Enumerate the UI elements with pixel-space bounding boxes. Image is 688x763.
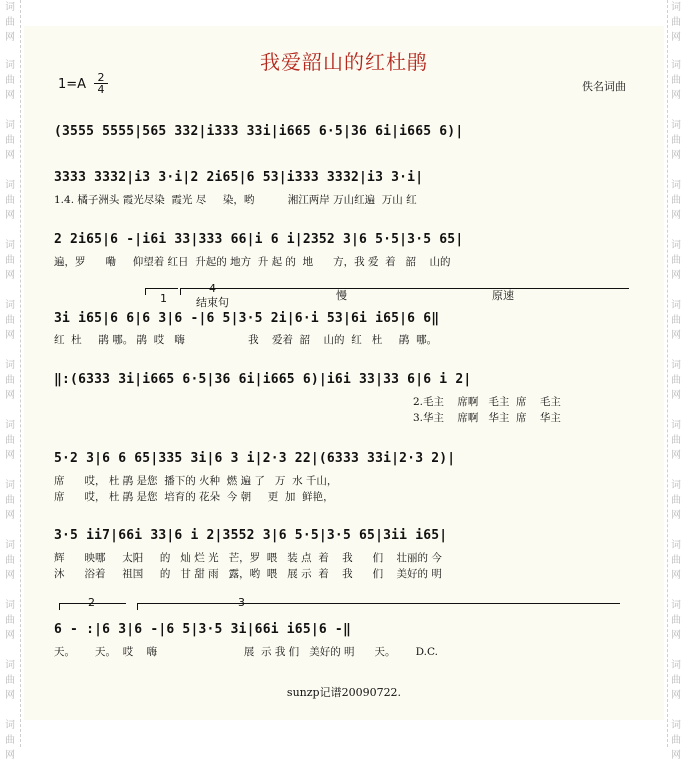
watermark-text [669, 58, 683, 103]
watermark-char: 网 [5, 270, 15, 281]
watermark-char: 词 [5, 2, 15, 13]
watermark-char: 曲 [5, 555, 15, 566]
watermark-text [3, 538, 17, 583]
watermark-char: 曲 [671, 435, 681, 446]
watermark-char: 曲 [5, 17, 15, 28]
marking-ending-phrase: 结束句 [196, 296, 229, 309]
volta-label-2: 2 [88, 596, 95, 609]
watermark-char: 曲 [671, 735, 681, 746]
watermark-text [3, 298, 17, 343]
watermark-char: 曲 [5, 435, 15, 446]
marking-slow: 慢 [336, 289, 347, 302]
watermark-char: 词 [671, 300, 681, 311]
watermark-char: 曲 [5, 375, 15, 386]
watermark-char: 网 [5, 330, 15, 341]
watermark-char: 网 [671, 90, 681, 101]
notation-line-3: 2 2i65|6 -|i6i 33|333 66|i 6 i|2352 3|6 5·5|3·5 65| [54, 232, 464, 247]
watermark-char: 网 [5, 750, 15, 761]
watermark-text [3, 0, 17, 45]
watermark-char: 曲 [5, 195, 15, 206]
watermark-char: 网 [671, 270, 681, 281]
key-signature: 1=A [58, 77, 87, 92]
watermark-char: 曲 [671, 75, 681, 86]
watermark-char: 网 [5, 450, 15, 461]
watermark-char: 词 [5, 120, 15, 131]
watermark-text [669, 478, 683, 523]
watermark-char: 网 [5, 690, 15, 701]
watermark-char: 词 [671, 540, 681, 551]
watermark-char: 词 [671, 60, 681, 71]
watermark-char: 网 [5, 210, 15, 221]
transcriber-credit: sunzp记谱20090722. [286, 686, 402, 699]
watermark-text [3, 418, 17, 463]
volta-label-3: 3 [238, 596, 245, 609]
watermark-char: 词 [671, 480, 681, 491]
watermark-char: 网 [5, 150, 15, 161]
lyric-line-5-verse-2: 2.毛主 席啊 毛主 席 毛主 [413, 396, 561, 408]
watermark-text [3, 478, 17, 523]
time-signature-bottom: 4 [94, 83, 108, 95]
watermark-char: 词 [671, 240, 681, 251]
author-credit: 佚名词曲 [582, 80, 626, 93]
notation-line-2: 3333 3332|i3 3·i|2 2i65|6 53|i333 3332|i3 3·i| [54, 170, 424, 185]
watermark-char: 曲 [671, 135, 681, 146]
volta-label-4: 4 [209, 282, 216, 295]
watermark-char: 网 [671, 690, 681, 701]
watermark-char: 网 [671, 330, 681, 341]
lyric-line-8: 天。 天。 哎 嗨 展 示 我 们 美好的 明 天。 D.C. [54, 646, 438, 658]
notation-line-8: 6 - :|6 3|6 -|6 5|3·5 3i|66i i65|6 -‖ [54, 622, 351, 637]
watermark-text [669, 358, 683, 403]
lyric-line-6-verse-3: 席 哎， 杜 鹃 是您 培育的 花朵 今 朝 更 加 鲜艳， [54, 491, 334, 503]
watermark-char: 词 [5, 420, 15, 431]
watermark-char: 曲 [5, 315, 15, 326]
notation-line-1: (3555 5555|565 332|i333 33i|i665 6·5|36 6i|i665 6)| [54, 124, 464, 139]
watermark-char: 曲 [671, 195, 681, 206]
lyric-line-6-verse-2: 席 哎， 杜 鹃 是您 播下的 火种 燃 遍 了 万 水 千山， [54, 475, 338, 487]
watermark-text [3, 718, 17, 763]
marking-original-tempo: 原速 [492, 289, 514, 302]
notation-line-5: ‖:(6333 3i|i665 6·5|36 6i|i665 6)|i6i 33|33 6|6 i 2| [54, 372, 472, 387]
watermark-text [669, 418, 683, 463]
watermark-char: 曲 [5, 255, 15, 266]
watermark-text [669, 298, 683, 343]
watermark-char: 曲 [5, 135, 15, 146]
watermark-char: 词 [671, 660, 681, 671]
score-sheet [24, 26, 664, 720]
watermark-char: 网 [671, 32, 681, 43]
watermark-char: 网 [5, 510, 15, 521]
lyric-line-5-verse-3: 3.华主 席啊 华主 席 华主 [413, 412, 561, 424]
watermark-char: 曲 [671, 615, 681, 626]
watermark-char: 词 [5, 360, 15, 371]
watermark-char: 词 [5, 240, 15, 251]
watermark-char: 网 [5, 630, 15, 641]
watermark-char: 网 [5, 390, 15, 401]
watermark-char: 曲 [671, 375, 681, 386]
watermark-char: 词 [5, 660, 15, 671]
time-signature-top: 2 [97, 71, 105, 84]
watermark-text [3, 58, 17, 103]
watermark-char: 词 [5, 480, 15, 491]
watermark-char: 网 [671, 450, 681, 461]
watermark-char: 曲 [671, 17, 681, 28]
watermark-text [669, 658, 683, 703]
watermark-char: 曲 [671, 255, 681, 266]
watermark-char: 词 [671, 420, 681, 431]
watermark-text [3, 238, 17, 283]
watermark-char: 曲 [5, 75, 15, 86]
song-title: 我爱韶山的红杜鹃 [260, 50, 428, 74]
watermark-char: 词 [671, 600, 681, 611]
watermark-char: 词 [5, 300, 15, 311]
watermark-char: 网 [671, 390, 681, 401]
volta-bracket-3 [137, 603, 620, 610]
lyric-line-3: 遍，罗 嘞 仰望着 红日 升起的 地方 升 起 的 地 方，我 爱 着 韶 山的 [54, 256, 451, 268]
watermark-char: 词 [671, 720, 681, 731]
watermark-char: 网 [671, 570, 681, 581]
watermark-text [3, 358, 17, 403]
watermark-char: 曲 [5, 675, 15, 686]
watermark-text [669, 238, 683, 283]
watermark-char: 曲 [671, 675, 681, 686]
watermark-char: 曲 [5, 495, 15, 506]
watermark-char: 网 [671, 750, 681, 761]
watermark-char: 词 [5, 720, 15, 731]
watermark-char: 词 [671, 180, 681, 191]
watermark-char: 词 [5, 600, 15, 611]
watermark-text [669, 118, 683, 163]
watermark-column-left [0, 0, 22, 761]
lyric-line-7-verse-2: 辉 映哪 太阳 的 灿 烂 光 芒，罗 喂 装 点 着 我 们 壮丽的 今 [54, 552, 442, 564]
watermark-char: 网 [5, 32, 15, 43]
watermark-char: 词 [5, 180, 15, 191]
watermark-column-right [666, 0, 688, 761]
watermark-char: 网 [5, 570, 15, 581]
watermark-char: 网 [671, 150, 681, 161]
lyric-line-4: 红 杜 鹃 哪。 鹃 哎 嗨 我 爱着 韶 山的 红 杜 鹃 哪。 [54, 334, 438, 346]
watermark-char: 网 [671, 510, 681, 521]
watermark-char: 曲 [671, 315, 681, 326]
watermark-text [669, 0, 683, 45]
watermark-char: 曲 [671, 555, 681, 566]
watermark-char: 词 [671, 2, 681, 13]
watermark-char: 词 [671, 360, 681, 371]
watermark-char: 网 [671, 210, 681, 221]
lyric-line-7-verse-3: 沐 浴着 祖国 的 甘 甜 雨 露，哟 喂 展 示 着 我 们 美好的 明 [54, 568, 442, 580]
watermark-text [3, 598, 17, 643]
watermark-char: 曲 [5, 735, 15, 746]
watermark-text [669, 598, 683, 643]
time-signature [94, 72, 108, 95]
watermark-char: 曲 [671, 495, 681, 506]
notation-line-6: 5·2 3|6 6 65|335 3i|6 3 i|2·3 22|(6333 33i|2·3 2)| [54, 451, 456, 466]
watermark-char: 曲 [5, 615, 15, 626]
watermark-char: 网 [5, 90, 15, 101]
dashed-divider-left [20, 0, 21, 747]
dashed-divider-right [667, 0, 668, 747]
watermark-text [669, 178, 683, 223]
watermark-char: 词 [5, 60, 15, 71]
watermark-text [669, 538, 683, 583]
watermark-char: 词 [5, 540, 15, 551]
watermark-text [3, 118, 17, 163]
watermark-text [3, 178, 17, 223]
notation-line-7: 3·5 ii7|66i 33|6 i 2|3552 3|6 5·5|3·5 65|3ii i65| [54, 528, 448, 543]
watermark-text [3, 658, 17, 703]
watermark-char: 网 [671, 630, 681, 641]
volta-label-1: 1 [160, 292, 167, 305]
watermark-char: 词 [671, 120, 681, 131]
lyric-line-2: 1.4. 橘子洲头 霞光尽染 霞光 尽 染，哟 湘江两岸 万山红遍 万山 红 [54, 194, 417, 206]
notation-line-4: 3i i65|6 6|6 3|6 -|6 5|3·5 2i|6·i 53|6i i65|6 6‖ [54, 311, 440, 326]
volta-bracket-4 [180, 288, 629, 295]
watermark-text [669, 718, 683, 763]
